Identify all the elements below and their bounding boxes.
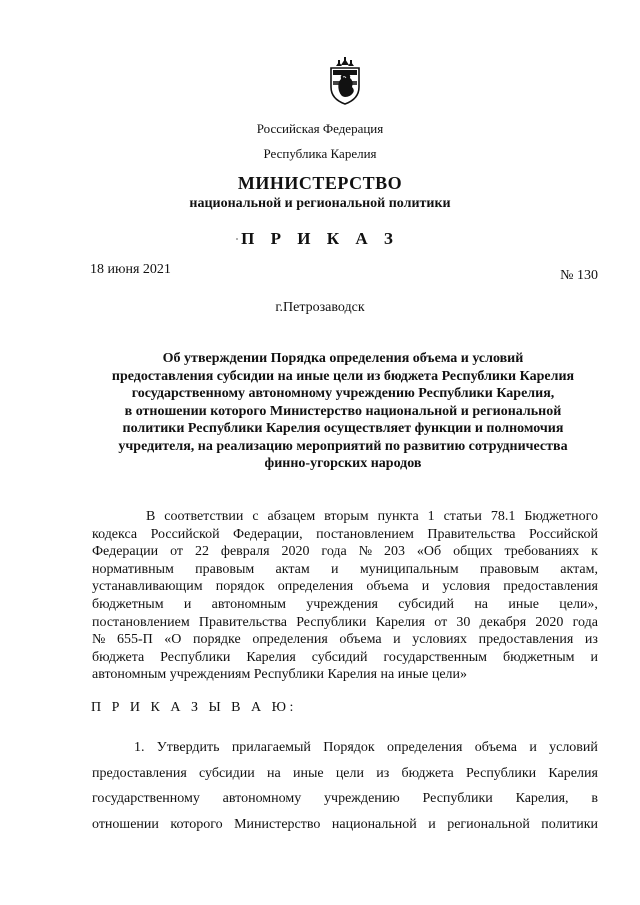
text-line: нормативным правовым актам и муниципальным правовым актам, [92, 561, 598, 577]
text-line: кодекса Российской Федерации, постановлением Правительства Российской [92, 526, 598, 542]
preamble-paragraph [92, 508, 598, 684]
text-line: В соответствии с абзацем вторым пункта 1 статьи 78.1 Бюджетного [146, 509, 598, 524]
text-line: бюджетным и автономным учреждения субсидий на иные цели», [92, 596, 598, 612]
text-line: 1. Утвердить прилагаемый Порядок определения объема и условий [134, 740, 598, 755]
republic-name: Республика Карелия [263, 146, 377, 161]
text-line: предоставления субсидии на иные цели из бюджета Республики Карелия [92, 765, 598, 781]
document-city: г.Петрозаводск [275, 300, 365, 315]
karelia-coat-of-arms-icon [328, 57, 362, 105]
text-line: постановлением Правительства Республики Карелия от 30 декабря 2020 года [92, 614, 598, 630]
text-line: № 655-П «О порядке определения объема и условиях предоставления из [92, 632, 598, 648]
document-title [88, 350, 598, 473]
text-line: автономным учреждениям Республики Карелия на иные цели» [92, 667, 468, 683]
ministry-title: МИНИСТЕРСТВО [237, 173, 403, 193]
text-line: устанавливающим порядок определения объема и условия предоставления [92, 579, 598, 595]
title-line: учредителя, на реализацию мероприятий по развитию сотрудничества [118, 438, 568, 454]
text-line: Федерации от 22 февраля 2020 года № 203 «Об общих требованиях к [92, 544, 598, 560]
document-number: № 130 [560, 268, 598, 283]
title-line: государственному автономному учреждению Республики Карелия, [131, 386, 555, 401]
title-line: предоставления субсидии на иные цели из бюджета Республики Карелия [111, 368, 575, 384]
title-line: политики Республики Карелия осуществляет функции и полномочия [122, 421, 564, 436]
title-line: Об утверждении Порядка определения объема и условий [162, 351, 524, 366]
document-date: 18 июня 2021 [90, 262, 171, 277]
title-line: финно-угорских народов [264, 456, 422, 471]
document-type: П Р И К А З [241, 229, 399, 248]
ministry-subtitle: национальной и региональной политики [189, 196, 451, 211]
text-line: отношении которого Министерство национальной и региональной политики [92, 816, 598, 832]
text-line: государственному автономному учреждению Республики Карелия, в [92, 791, 598, 806]
title-line: в отношении которого Министерство национальной и региональной [124, 403, 562, 419]
order-keyword: П Р И К А З Ы В А Ю: [91, 700, 297, 715]
text-line: бюджета Республики Карелия субсидий государственным бюджетным и [92, 649, 598, 665]
item-1-paragraph [92, 735, 598, 837]
country-name: Российская Федерация [256, 121, 384, 136]
